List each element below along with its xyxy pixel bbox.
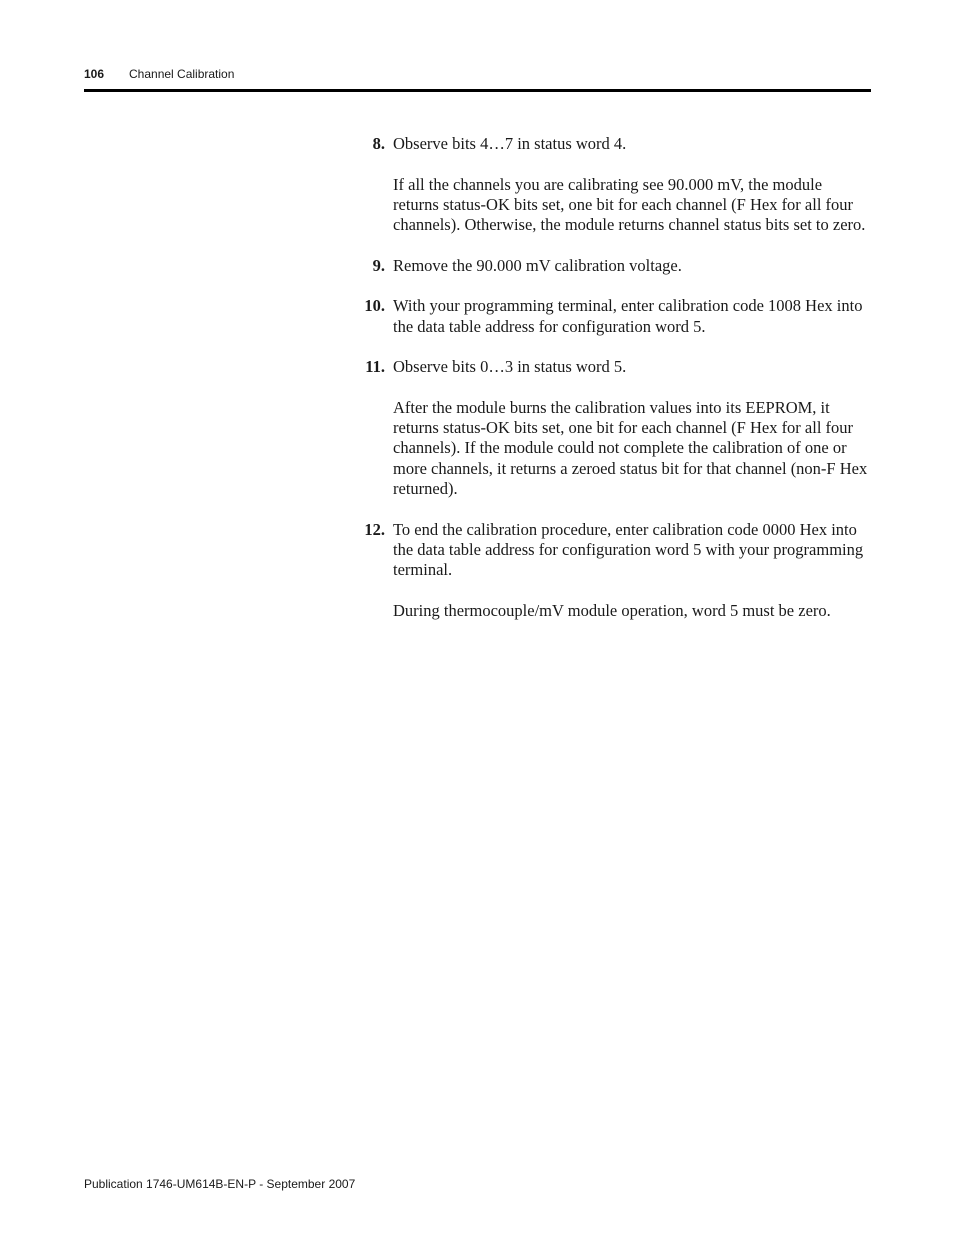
header-divider [84, 89, 871, 92]
step-number: 8. [372, 134, 385, 153]
step-12 [350, 520, 870, 621]
step-10 [350, 296, 870, 337]
step-explanation: If all the channels you are calibrating see 90.000 mV, the module returns status-OK bits set, one bit for each channel (F Hex for all four channels). Otherwise, the module returns channel status bits set to zero. [393, 174, 866, 235]
step-9 [350, 256, 870, 276]
page-number: 106 [84, 67, 105, 81]
step-number: 10. [364, 296, 385, 316]
step-instruction: To end the calibration procedure, enter calibration code 0000 Hex into the data table address for configuration word 5 with your programming terminal. [393, 519, 864, 580]
step-instruction: Observe bits 0…3 in status word 5. [393, 357, 627, 377]
step-instruction: Remove the 90.000 mV calibration voltage. [393, 255, 682, 275]
step-instruction: With your programming terminal, enter calibration code 1008 Hex into the data table address for configuration word 5. [393, 296, 863, 336]
section-title: Channel Calibration [129, 67, 235, 81]
step-explanation: After the module burns the calibration values into its EEPROM, it returns status-OK bits set, one bit for each channel (F Hex for all four channels). If the module could not complete the calibration of one or more channels, it returns a zeroed status bit for that channel (non-F Hex returned). [393, 397, 868, 499]
step-8 [350, 134, 870, 235]
step-instruction: Observe bits 4…7 in status word 4. [393, 134, 627, 153]
step-number: 11. [365, 357, 385, 377]
calibration-steps [350, 134, 870, 641]
publication-footer: Publication 1746-UM614B-EN-P - September 2007 [84, 1177, 356, 1191]
step-explanation: During thermocouple/mV module operation, word 5 must be zero. [393, 600, 831, 620]
step-number: 9. [372, 255, 385, 275]
step-number: 12. [364, 519, 385, 539]
step-11 [350, 357, 870, 499]
